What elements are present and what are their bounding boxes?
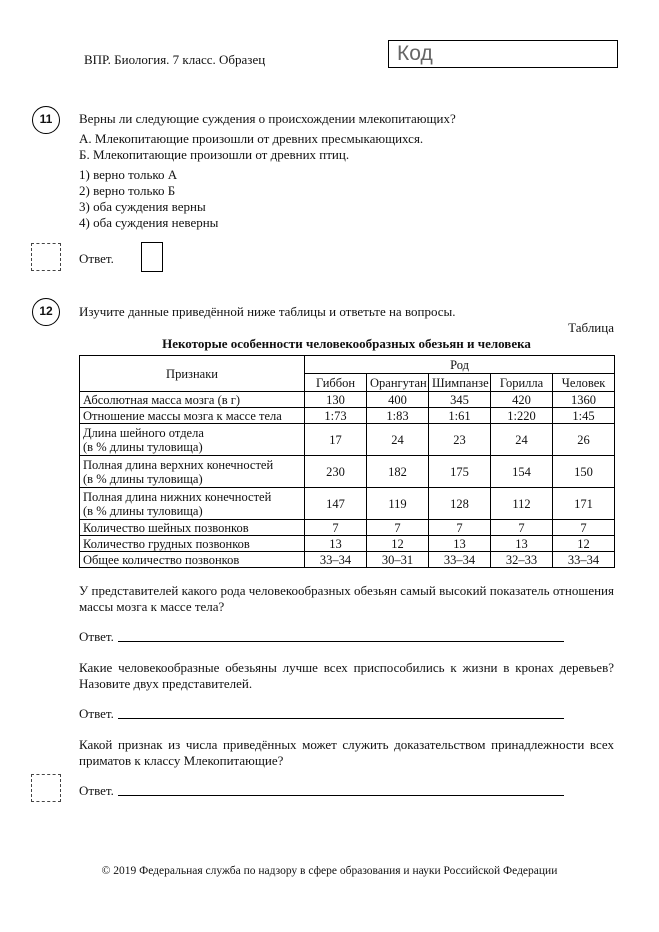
value-cell: 33–34 [305, 552, 367, 568]
q12-answer-label-2: Ответ. [79, 706, 114, 721]
value-cell: 182 [367, 456, 429, 488]
row-label-cell: Полная длина нижних конечностей (в % длины туловища) [80, 488, 305, 520]
value-cell: 420 [491, 392, 553, 408]
value-cell: 230 [305, 456, 367, 488]
table-row [80, 424, 615, 456]
value-cell: 13 [491, 536, 553, 552]
value-cell: 147 [305, 488, 367, 520]
q11-answer-label: Ответ. [79, 251, 114, 266]
q11-option-1: 1) верно только А [79, 167, 178, 182]
row-label-cell: Отношение массы мозга к массе тела [80, 408, 305, 424]
value-cell: 150 [553, 456, 615, 488]
q12-answer-label-3: Ответ. [79, 783, 114, 798]
q11-option-3: 3) оба суждения верны [79, 199, 206, 214]
value-cell: 119 [367, 488, 429, 520]
value-cell: 17 [305, 424, 367, 456]
row-label-cell: Абсолютная масса мозга (в г) [80, 392, 305, 408]
value-cell: 175 [429, 456, 491, 488]
q12-question-1: У представителей какого рода человекообразных обезьян самый высокий показатель отношения массы мозга к массе тела? [79, 583, 614, 614]
value-cell: 128 [429, 488, 491, 520]
value-cell: 171 [553, 488, 615, 520]
value-cell: 7 [429, 520, 491, 536]
table-row [80, 408, 615, 424]
q11-option-4: 4) оба суждения неверны [79, 215, 219, 230]
value-cell: 12 [367, 536, 429, 552]
value-cell: 1:220 [491, 408, 553, 424]
table-row [80, 520, 615, 536]
value-cell: 1360 [553, 392, 615, 408]
value-cell: 13 [305, 536, 367, 552]
code-field[interactable]: Код [388, 40, 618, 68]
value-cell: 1:73 [305, 408, 367, 424]
table-row [80, 552, 615, 568]
q11-answer-box[interactable] [141, 242, 163, 272]
q12-answer-line-2[interactable] [118, 718, 564, 719]
q11-statement-a: А. Млекопитающие произошли от древних пресмыкающихся. [79, 131, 424, 146]
table-title: Некоторые особенности человекообразных обезьян и человека [162, 336, 531, 351]
value-cell: 33–34 [429, 552, 491, 568]
value-cell: 33–34 [553, 552, 615, 568]
column-header: Человек [553, 374, 615, 392]
q12-question-3: Какой признак из числа приведённых может служить доказательством принадлежности всех приматов к классу Млекопитающие? [79, 737, 614, 768]
data-table [79, 355, 615, 568]
table-row [80, 536, 615, 552]
column-header: Шимпанзе [429, 374, 491, 392]
value-cell: 400 [367, 392, 429, 408]
row-label-cell: Длина шейного отдела (в % длины туловища) [80, 424, 305, 456]
table-row [80, 456, 615, 488]
q12-answer-label-1: Ответ. [79, 629, 114, 644]
value-cell: 12 [553, 536, 615, 552]
value-cell: 32–33 [491, 552, 553, 568]
q12-answer-line-1[interactable] [118, 641, 564, 642]
row-label-cell: Количество шейных позвонков [80, 520, 305, 536]
q11-statement-b: Б. Млекопитающие произошли от древних птиц. [79, 147, 350, 162]
value-cell: 24 [491, 424, 553, 456]
column-header: Орангутан [367, 374, 429, 392]
value-cell: 345 [429, 392, 491, 408]
value-cell: 7 [553, 520, 615, 536]
question-number-11: 11 [32, 106, 60, 134]
table-row [80, 488, 615, 520]
column-header: Гиббон [305, 374, 367, 392]
value-cell: 1:83 [367, 408, 429, 424]
q12-score-box [31, 774, 61, 802]
table-label: Таблица [568, 320, 614, 335]
value-cell: 26 [553, 424, 615, 456]
row-label-cell: Полная длина верхних конечностей (в % длины туловища) [80, 456, 305, 488]
table-row [80, 392, 615, 408]
row-label-cell: Общее количество позвонков [80, 552, 305, 568]
q12-intro: Изучите данные приведённой ниже таблицы и ответьте на вопросы. [79, 304, 456, 319]
value-cell: 7 [491, 520, 553, 536]
question-number-12: 12 [32, 298, 60, 326]
q12-question-2: Какие человекообразные обезьяны лучше всех приспособились к жизни в кронах деревьев? Назовите двух представителей. [79, 660, 614, 691]
q11-score-box [31, 243, 61, 271]
page-footer: © 2019 Федеральная служба по надзору в сфере образования и науки Российской Федерации [101, 865, 558, 877]
row-label-cell: Количество грудных позвонков [80, 536, 305, 552]
value-cell: 1:61 [429, 408, 491, 424]
value-cell: 1:45 [553, 408, 615, 424]
group-header-cell: Род [305, 356, 615, 374]
value-cell: 7 [367, 520, 429, 536]
row-header-cell: Признаки [80, 356, 305, 392]
value-cell: 23 [429, 424, 491, 456]
value-cell: 154 [491, 456, 553, 488]
value-cell: 24 [367, 424, 429, 456]
value-cell: 13 [429, 536, 491, 552]
value-cell: 7 [305, 520, 367, 536]
value-cell: 130 [305, 392, 367, 408]
q12-answer-line-3[interactable] [118, 795, 564, 796]
q11-option-2: 2) верно только Б [79, 183, 176, 198]
q11-question: Верны ли следующие суждения о происхождении млекопитающих? [79, 111, 456, 126]
column-header: Горилла [491, 374, 553, 392]
value-cell: 30–31 [367, 552, 429, 568]
page-header-title: ВПР. Биология. 7 класс. Образец [84, 52, 266, 67]
value-cell: 112 [491, 488, 553, 520]
